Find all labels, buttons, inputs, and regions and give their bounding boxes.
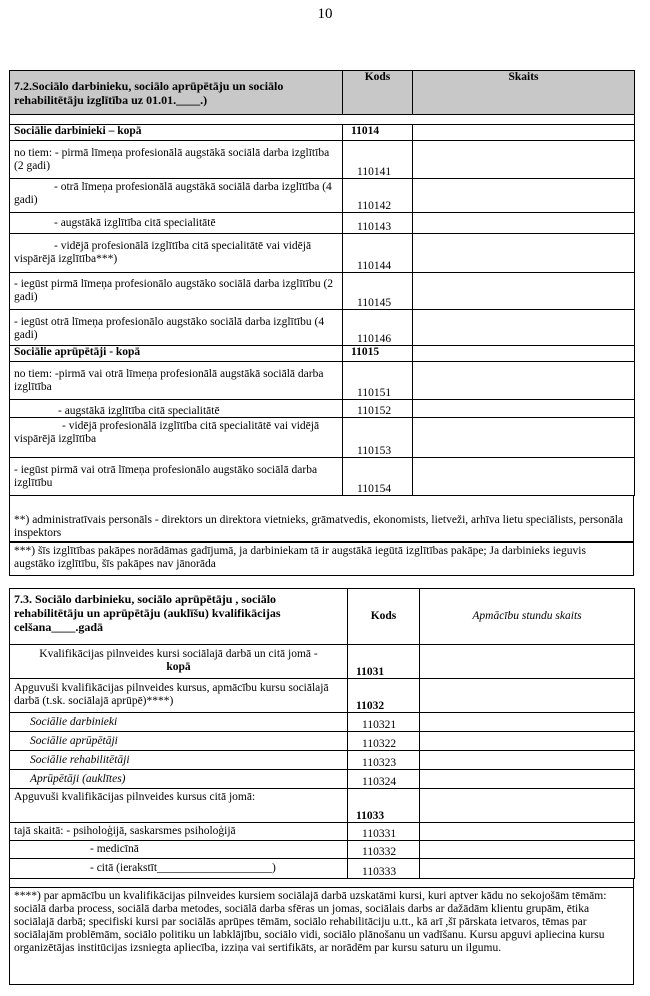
table-row: Sociālie rehabilitētāji 110323 — [10, 751, 635, 770]
footnote-2star: **) administratīvais personāls - direktors un direktora vietnieks, grāmatvedis, ekonomists, lietveži, arhīva lietu speciālists, personāla inspektors — [9, 512, 634, 542]
hours-cell[interactable] — [420, 841, 635, 859]
count-cell[interactable] — [413, 125, 635, 141]
count-cell[interactable] — [413, 362, 635, 400]
table-row: - augstākā izglītība citā specialitātē 110152 — [10, 400, 635, 418]
page-number: 10 — [317, 6, 333, 22]
count-cell[interactable] — [413, 234, 635, 273]
count-cell[interactable] — [413, 141, 635, 179]
table-row: - citā (ierakstīt____________________) 110333 — [10, 859, 635, 879]
table2-col-hours: Apmācību stundu skaits — [420, 589, 635, 645]
table1-col-code: Kods — [343, 71, 413, 115]
table-row: - otrā līmeņa profesionālā augstākā sociālā darba izglītība (4 gadi) 110142 — [10, 179, 635, 213]
table-row: tajā skaitā: - psiholoģijā, saskarsmes psiholoģijā 110331 — [10, 823, 635, 841]
table-row: - iegūst otrā līmeņa profesionālo augstāko sociālā darba izglītību (4 gadi) 110146 — [10, 310, 635, 346]
count-cell[interactable] — [413, 458, 635, 496]
footnote-4star: ****) par apmācību un kvalifikācijas pilnveides kursiem sociālajā darbā uzskatāmi kursi, kuri aptver kādu no sekojošām tēmām: sociālā darba process, sociālā darba metodes, sociālā darba sfēras un jomas, sociālais darbs ar dažādām klientu grupām, ētika sociālajā darbā; specifiski kursi par sociālās aprūpes tēmām, sociālo rehabilitāciju u.tt., kā arī ,šī pārskata ietvaros, tēmas par sociālajām problēmām, sociālo politiku un labklājību, sociālo vidi, sociālo plānošanu un vadīšanu. Kursu apguvi apliecina kursu organizētājas institūcijas izsniegta apliecība, izziņa vai sertifikāts, ar norādēm par kursu saturu un ilgumu. — [9, 887, 634, 985]
hours-cell[interactable] — [420, 751, 635, 770]
count-cell[interactable] — [413, 400, 635, 418]
table-row: Sociālie darbinieki – kopā 11014 — [10, 125, 635, 141]
table2-col-code: Kods — [348, 589, 420, 645]
table-row: Aprūpētāji (auklītes) 110324 — [10, 770, 635, 789]
hours-cell[interactable] — [420, 789, 635, 823]
hours-cell[interactable] — [420, 823, 635, 841]
hours-cell[interactable] — [420, 713, 635, 732]
hours-cell[interactable] — [420, 770, 635, 789]
count-cell[interactable] — [413, 310, 635, 346]
table-row: - iegūst pirmā vai otrā līmeņa profesionālo augstāko sociālā darba izglītību 110154 — [10, 458, 635, 496]
table-row: - medicīnā 110332 — [10, 841, 635, 859]
hours-cell[interactable] — [420, 732, 635, 751]
table-row: Apguvuši kvalifikācijas pilnveides kursus citā jomā: 11033 — [10, 789, 635, 823]
table-row: - vidējā profesionālā izglītība citā specialitātē vai vidējā vispārējā izglītība 110153 — [10, 418, 635, 458]
count-cell[interactable] — [413, 273, 635, 310]
table-row: Sociālie aprūpētāji 110322 — [10, 732, 635, 751]
table-row: Sociālie aprūpētāji - kopā 11015 — [10, 346, 635, 362]
table-7-2 — [9, 70, 635, 496]
hours-cell[interactable] — [420, 645, 635, 679]
count-cell[interactable] — [413, 213, 635, 234]
table-row: - augstākā izglītība citā specialitātē 110143 — [10, 213, 635, 234]
table2-title: 7.3. Sociālo darbinieku, sociālo aprūpētāju , sociālo rehabilitētāju un aprūpētāju (auklīšu) kvalifikācijas celšana____.gadā — [10, 589, 348, 645]
count-cell[interactable] — [413, 418, 635, 458]
hours-cell[interactable] — [420, 679, 635, 713]
table1-title: 7.2.Sociālo darbinieku, sociālo aprūpētāju un sociālo rehabilitētāju izglītība uz 01.01.____.) — [10, 71, 343, 115]
footnote-3star: ***) šīs izglītības pakāpes norādāmas gadījumā, ja darbiniekam tā ir augstākā iegūtā izglītības pakāpe; Ja darbinieks ieguvis augstāko izglītību, šīs pakāpes nav jānorāda — [9, 542, 634, 576]
table-7-3 — [9, 588, 635, 879]
count-cell[interactable] — [413, 179, 635, 213]
table-row: - iegūst pirmā līmeņa profesionālo augstāko sociālā darba izglītību (2 gadi) 110145 — [10, 273, 635, 310]
gap-line-2 — [9, 878, 634, 887]
table-row: no tiem: - pirmā līmeņa profesionālā augstākā sociālā darba izglītība (2 gadi) 110141 — [10, 141, 635, 179]
table-row: - vidējā profesionālā izglītība citā specialitātē vai vidējā vispārējā izglītība***) 110144 — [10, 234, 635, 273]
table-row: Apguvuši kvalifikācijas pilnveides kursus, apmācību kursu sociālajā darbā (t.sk. sociālajā aprūpē)****) 11032 — [10, 679, 635, 713]
table-row: Sociālie darbinieki 110321 — [10, 713, 635, 732]
count-cell[interactable] — [413, 346, 635, 362]
table-row: Kvalifikācijas pilnveides kursi sociālajā darbā un citā jomā - kopā 11031 — [10, 645, 635, 679]
hours-cell[interactable] — [420, 859, 635, 879]
table-row: no tiem: -pirmā vai otrā līmeņa profesionālā augstākā sociālā darba izglītība 110151 — [10, 362, 635, 400]
table1-col-count: Skaits — [413, 71, 635, 115]
gap-line — [9, 496, 634, 512]
